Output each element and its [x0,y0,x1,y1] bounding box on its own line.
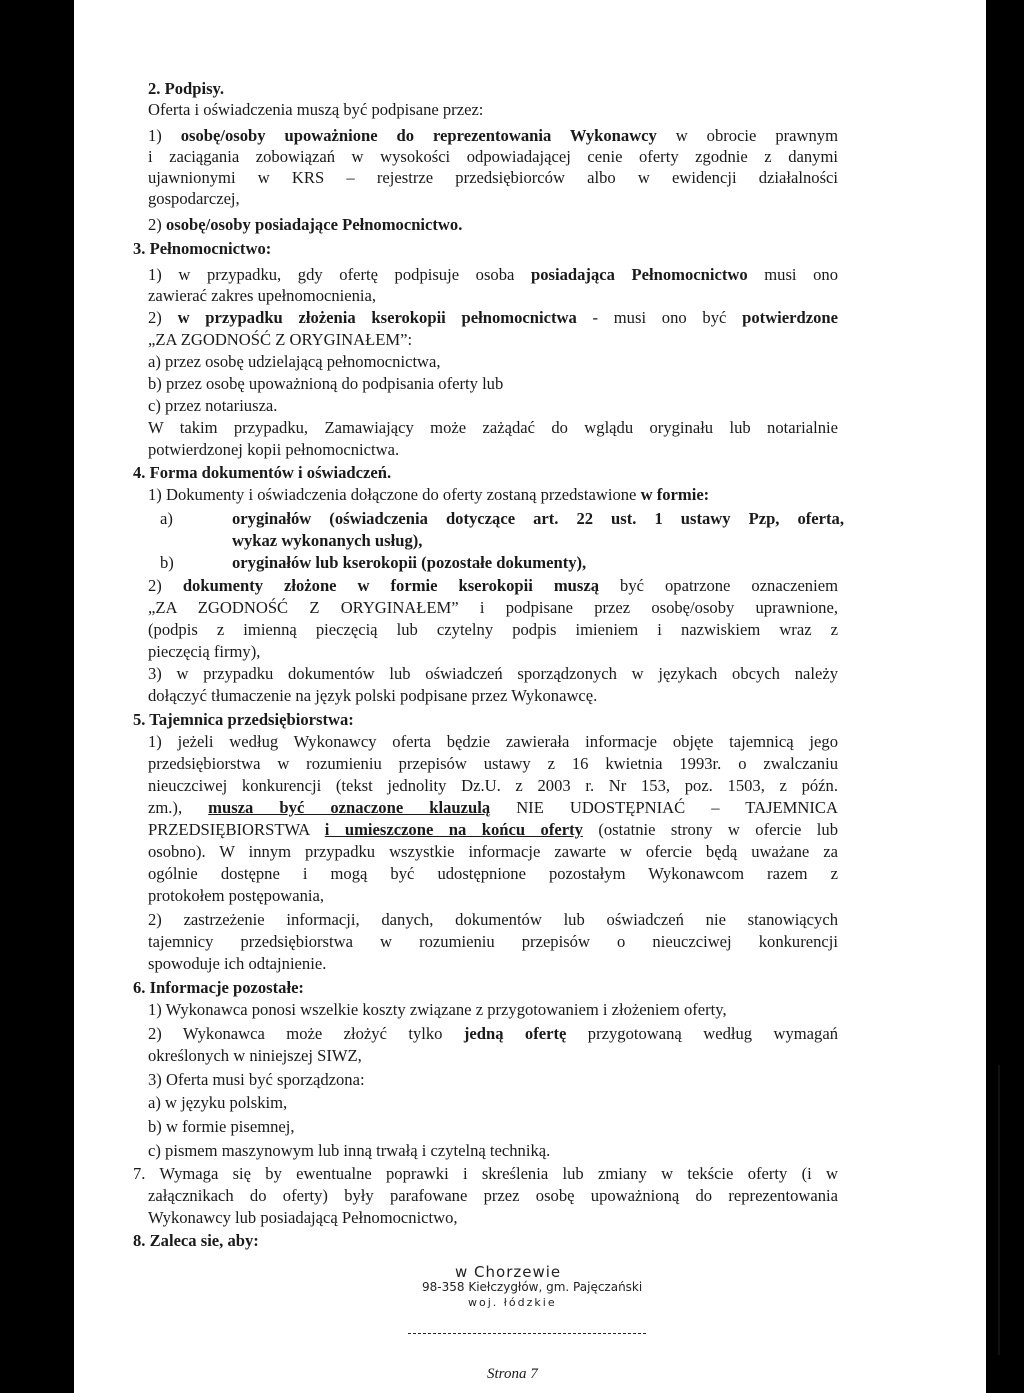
section-5-item-2-line-3: spowoduje ich odtajnienie. [148,954,327,973]
margin-rule [998,1065,1000,1355]
scan-edge-left [0,0,74,1393]
section-2-intro: Oferta i oświadczenia muszą być podpisane przez: [148,100,484,119]
section-5-item-2: 2) zastrzeżenie informacji, danych, dokumentów lub oświadczeń nie stanowiących [148,910,838,929]
section-5-item-1: 1) jeżeli według Wykonawcy oferta będzie zawierała informacje objęte tajemnicą jego [148,732,838,751]
section-5-item-1-line-6: osobno). W innym przypadku wszystkie informacje zawarte w ofercie będą uważane za [148,842,838,861]
section-5-item-1-line-2: przedsiębiorstwa w rozumieniu przepisów ustawy z 16 kwietnia 1993r. o zwalczaniu [148,754,838,773]
section-4-heading: 4. Forma dokumentów i oświadczeń. [133,463,392,482]
section-4-item-2-line-3: (podpis z imienną pieczęcią lub czytelny podpis imieniem i nazwiskiem wraz z [148,620,838,639]
section-3-point-a: a) przez osobę udzielającą pełnomocnictwa, [148,352,441,371]
section-7-line-1: 7. Wymaga się by ewentualne poprawki i skreślenia lub zmiany w tekście oferty (i w [133,1164,838,1183]
section-6-point-a: a) w języku polskim, [148,1093,288,1112]
scan-edge-right [986,0,1024,1393]
stamp-line-3: woj. łódzkie [468,1296,557,1309]
section-5-item-1-line-5: PRZEDSIĘBIORSTWA i umieszczone na końcu oferty (ostatnie strony w ofercie lub [148,820,838,839]
page-number: Strona 7 [487,1366,538,1382]
section-6-item-2: 2) Wykonawca może złożyć tylko jedną ofertę przygotowaną według wymagań [148,1024,838,1043]
section-2-heading: 2. Podpisy. [148,79,225,98]
section-3-item-2-line-2: „ZA ZGODNOŚĆ Z ORYGINAŁEM”: [148,330,413,349]
section-5-item-1-line-8: protokołem postępowania, [148,886,325,905]
section-4-item-2-line-2: „ZA ZGODNOŚĆ Z ORYGINAŁEM” i podpisane przez osobę/osoby uprawnione, [148,598,838,617]
section-4-item-1: 1) Dokumenty i oświadczenia dołączone do oferty zostaną przedstawione w formie: [148,485,710,504]
section-2-item-2: 2) osobę/osoby posiadające Pełnomocnictwo. [148,215,463,234]
section-3-item-2: 2) w przypadku złożenia kserokopii pełnomocnictwa - musi ono być potwierdzone [148,308,839,327]
section-6-heading: 6. Informacje pozostałe: [133,978,304,997]
section-4-item-3: 3) w przypadku dokumentów lub oświadczeń sporządzonych w językach obcych należy [148,664,838,683]
section-4-item-2: 2) dokumenty złożone w formie kserokopii muszą być opatrzone oznaczeniem [148,576,838,595]
section-3-heading: 3. Pełnomocnictwo: [133,239,272,258]
section-2-item-1: 1) osobę/osoby upoważnione do reprezentowania Wykonawcy w obrocie prawnym [148,126,838,145]
section-7-line-3: Wykonawcy lub posiadającą Pełnomocnictwo, [148,1208,458,1227]
section-8-heading: 8. Zaleca sie, aby: [133,1231,259,1250]
section-5-heading: 5. Tajemnica przedsiębiorstwa: [133,710,354,729]
section-6-item-3: 3) Oferta musi być sporządzona: [148,1070,365,1089]
section-5-item-1-line-7: ogólnie dostępne i mogą być udostępnione pozostałym Wykonawcom razem z [148,864,838,883]
section-4-point-a-line-1: oryginałów (oświadczenia dotyczące art. 22 ust. 1 ustawy Pzp, oferta, [232,509,844,528]
section-3-note-line-2: potwierdzonej kopii pełnomocnictwa. [148,440,400,459]
section-2-item-1-line-4: gospodarczej, [148,189,240,208]
footer-dashed-rule [408,1333,646,1334]
section-3-point-c: c) przez notariusza. [148,396,278,415]
section-3-item-1-line-2: zawierać zakres upełnomocnienia, [148,286,377,305]
section-4-point-a-line-2: wykaz wykonanych usług), [232,531,423,550]
section-2-item-1-line-3: ujawnionymi w KRS – rejestrze przedsiębiorców albo w ewidencji działalności [148,168,838,187]
section-6-point-c: c) pismem maszynowym lub inną trwałą i czytelną techniką. [148,1141,551,1160]
section-6-item-2-line-2: określonych w niniejszej SIWZ, [148,1046,362,1065]
section-5-item-1-line-4: zm.), musza być oznaczone klauzulą NIE UDOSTĘPNIAĆ – TAJEMNICA [148,798,838,817]
section-3-item-1: 1) w przypadku, gdy ofertę podpisuje osoba posiadająca Pełnomocnictwo musi ono [148,265,838,284]
section-2-item-1-line-2: i zaciągania zobowiązań w wysokości odpowiadającej cenie oferty zgodnie z danymi [148,147,838,166]
section-6-item-1: 1) Wykonawca ponosi wszelkie koszty związane z przygotowaniem i złożeniem oferty, [148,1000,727,1019]
stamp-line-1: w Chorzewie [455,1263,562,1281]
section-3-point-b: b) przez osobę upoważnioną do podpisania oferty lub [148,374,504,393]
section-5-item-2-line-2: tajemnicy przedsiębiorstwa w rozumieniu przepisów o nieuczciwej konkurencji [148,932,838,951]
section-3-note-line-1: W takim przypadku, Zamawiający może zażądać do wglądu oryginału lub notarialnie [148,418,838,437]
section-4-point-b-label: b) [160,553,174,572]
section-5-item-1-line-3: nieuczciwej konkurencji (tekst jednolity Dz.U. z 2003 r. Nr 153, poz. 1503, z późn. [148,776,838,795]
section-4-point-b-line-1: oryginałów lub kserokopii (pozostałe dokumenty), [232,553,587,572]
section-6-point-b: b) w formie pisemnej, [148,1117,295,1136]
section-4-point-a-label: a) [160,509,173,528]
stamp-line-2: 98-358 Kiełczygłów, gm. Pajęczański [422,1280,643,1294]
section-4-item-3-line-2: dołączyć tłumaczenie na język polski podpisane przez Wykonawcę. [148,686,598,705]
section-4-item-2-line-4: pieczęcią firmy), [148,642,261,661]
section-7-line-2: załącznikach do oferty) były parafowane przez osobę upoważnioną do reprezentowania [148,1186,838,1205]
